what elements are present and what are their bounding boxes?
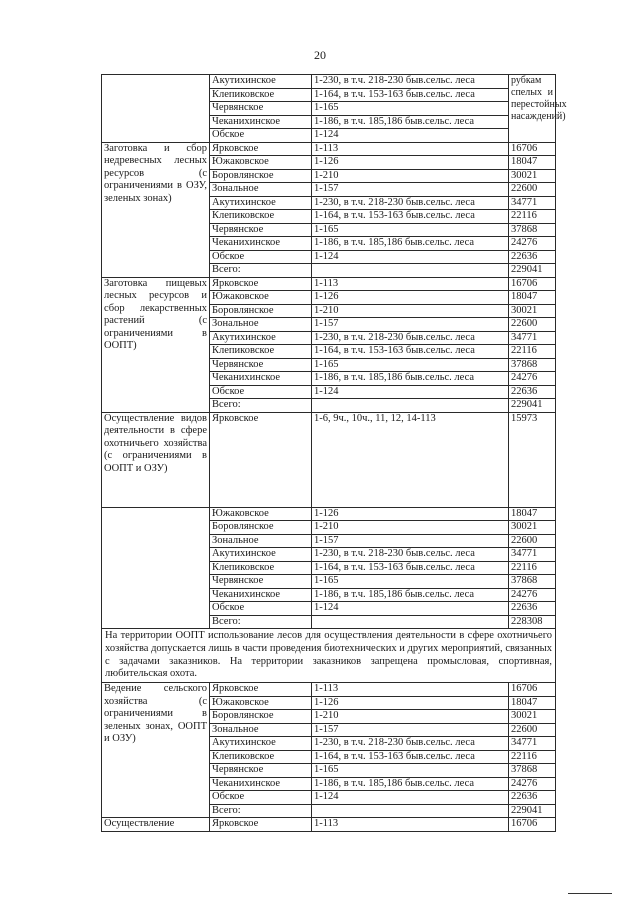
area-value: 22116 (509, 750, 556, 764)
quarter-range: 1-165 (312, 764, 509, 778)
page-number: 20 (314, 48, 326, 62)
forestry-name: Южаковское (210, 291, 312, 305)
quarter-range: 1-230, в т.ч. 218-230 быв.сельс. леса (312, 75, 509, 89)
table-row (102, 507, 556, 521)
forestry-name: Зональное (210, 534, 312, 548)
area-value: 16706 (509, 142, 556, 156)
forest-use-table (101, 74, 567, 832)
quarter-range: 1-157 (312, 318, 509, 332)
quarter-range: 1-113 (312, 142, 509, 156)
quarter-range: 1-164, в т.ч. 153-163 быв.сельс. леса (312, 750, 509, 764)
forestry-name: Червянское (210, 102, 312, 116)
area-value: 37868 (509, 575, 556, 589)
forestry-name: Южаковское (210, 507, 312, 521)
area-value: 34771 (509, 737, 556, 751)
area-value: 22600 (509, 534, 556, 548)
forestry-name: Ярковское (210, 277, 312, 291)
activity-name: Ведение сельского хозяйства (с ограничениями в зеленых зонах, ООПТ и ОЗУ) (102, 683, 210, 818)
quarter-range: 1-124 (312, 250, 509, 264)
activity-name: Осуществление (102, 818, 210, 832)
quarter-range: 1-157 (312, 723, 509, 737)
area-value: 22116 (509, 210, 556, 224)
forestry-name: Червянское (210, 223, 312, 237)
forestry-name: Боровлянское (210, 710, 312, 724)
forestry-name: Чеканихинское (210, 777, 312, 791)
area-value: 18047 (509, 156, 556, 170)
note-row (102, 629, 556, 683)
forestry-name: Обское (210, 791, 312, 805)
quarter-range: 1-230, в т.ч. 218-230 быв.сельс. леса (312, 737, 509, 751)
table-row (102, 412, 556, 507)
quarter-range: 1-230, в т.ч. 218-230 быв.сельс. леса (312, 196, 509, 210)
forestry-name: Червянское (210, 575, 312, 589)
forestry-name: Обское (210, 129, 312, 143)
area-value: 22600 (509, 183, 556, 197)
table-row (102, 142, 556, 156)
area-value: 34771 (509, 548, 556, 562)
continuation-note: рубкам спелых и перестойных насаждений) (509, 75, 556, 143)
area-value: 16706 (509, 683, 556, 697)
quarter-range: 1-6, 9ч., 10ч., 11, 12, 14-113 (312, 412, 509, 507)
area-value: 30021 (509, 710, 556, 724)
quarter-range: 1-164, в т.ч. 153-163 быв.сельс. леса (312, 345, 509, 359)
area-value: 24276 (509, 237, 556, 251)
total-value: 229041 (509, 399, 556, 413)
area-value: 18047 (509, 291, 556, 305)
quarter-range: 1-124 (312, 602, 509, 616)
activity-name: Заготовка и сбор недревесных лесных ресурсов (с ограничениями в ОЗУ, зеленых зонах) (102, 142, 210, 277)
table-row (102, 277, 556, 291)
quarter-range: 1-165 (312, 358, 509, 372)
quarter-range: 1-210 (312, 304, 509, 318)
quarter-range: 1-186, в т.ч. 185,186 быв.сельс. леса (312, 777, 509, 791)
quarter-range: 1-164, в т.ч. 153-163 быв.сельс. леса (312, 88, 509, 102)
area-value: 18047 (509, 507, 556, 521)
quarter-range: 1-124 (312, 129, 509, 143)
activity-cell (102, 507, 210, 629)
area-value: 22636 (509, 602, 556, 616)
quarter-range: 1-126 (312, 156, 509, 170)
forestry-name: Обское (210, 602, 312, 616)
area-value: 24276 (509, 588, 556, 602)
area-value: 37868 (509, 358, 556, 372)
area-value: 24276 (509, 777, 556, 791)
forestry-name: Зональное (210, 183, 312, 197)
total-value: 229041 (509, 264, 556, 278)
quarter-range: 1-113 (312, 683, 509, 697)
footer-divider (568, 893, 612, 894)
area-value: 16706 (509, 818, 556, 832)
forestry-name: Ярковское (210, 412, 312, 507)
quarter-range: 1-165 (312, 102, 509, 116)
forestry-name: Зональное (210, 318, 312, 332)
forestry-name: Южаковское (210, 696, 312, 710)
table-row (102, 683, 556, 697)
quarter-range: 1-186, в т.ч. 185,186 быв.сельс. леса (312, 237, 509, 251)
area-value: 24276 (509, 372, 556, 386)
quarter-range: 1-230, в т.ч. 218-230 быв.сельс. леса (312, 548, 509, 562)
area-value: 22600 (509, 723, 556, 737)
total-label: Всего: (210, 399, 312, 413)
forestry-name: Обское (210, 250, 312, 264)
area-value: 22636 (509, 250, 556, 264)
quarter-range (312, 804, 509, 818)
activity-name: Заготовка пищевых лесных ресурсов и сбор лекарственных растений (с ограничениями в ООПТ) (102, 277, 210, 412)
forestry-name: Акутихинское (210, 331, 312, 345)
total-value: 229041 (509, 804, 556, 818)
forestry-name: Акутихинское (210, 548, 312, 562)
area-value: 34771 (509, 331, 556, 345)
quarter-range (312, 264, 509, 278)
quarter-range: 1-157 (312, 534, 509, 548)
quarter-range: 1-126 (312, 507, 509, 521)
area-value: 37868 (509, 764, 556, 778)
area-value: 30021 (509, 169, 556, 183)
area-value: 37868 (509, 223, 556, 237)
forestry-name: Чеканихинское (210, 115, 312, 129)
area-value: 22116 (509, 561, 556, 575)
quarter-range: 1-165 (312, 575, 509, 589)
forestry-name: Зональное (210, 723, 312, 737)
quarter-range: 1-113 (312, 818, 509, 832)
quarter-range: 1-186, в т.ч. 185,186 быв.сельс. леса (312, 588, 509, 602)
forestry-name: Клепиковское (210, 88, 312, 102)
total-label: Всего: (210, 804, 312, 818)
forestry-name: Чеканихинское (210, 372, 312, 386)
quarter-range: 1-164, в т.ч. 153-163 быв.сельс. леса (312, 210, 509, 224)
total-label: Всего: (210, 264, 312, 278)
forestry-name: Боровлянское (210, 304, 312, 318)
table-row (102, 75, 556, 89)
area-value: 34771 (509, 196, 556, 210)
area-value: 30021 (509, 304, 556, 318)
forestry-name: Ярковское (210, 683, 312, 697)
forestry-name: Акутихинское (210, 737, 312, 751)
forestry-name: Чеканихинское (210, 588, 312, 602)
forestry-name: Клепиковское (210, 210, 312, 224)
quarter-range (312, 399, 509, 413)
area-value: 22600 (509, 318, 556, 332)
quarter-range: 1-230, в т.ч. 218-230 быв.сельс. леса (312, 331, 509, 345)
quarter-range: 1-124 (312, 791, 509, 805)
quarter-range: 1-164, в т.ч. 153-163 быв.сельс. леса (312, 561, 509, 575)
forestry-name: Боровлянское (210, 521, 312, 535)
activity-cell (102, 75, 210, 143)
quarter-range: 1-165 (312, 223, 509, 237)
table-row (102, 818, 556, 832)
area-value: 22636 (509, 385, 556, 399)
forestry-name: Обское (210, 385, 312, 399)
area-value: 15973 (509, 412, 556, 507)
quarter-range: 1-126 (312, 291, 509, 305)
quarter-range: 1-124 (312, 385, 509, 399)
area-value: 22636 (509, 791, 556, 805)
quarter-range: 1-186, в т.ч. 185,186 быв.сельс. леса (312, 115, 509, 129)
quarter-range: 1-210 (312, 521, 509, 535)
forestry-name: Червянское (210, 358, 312, 372)
forestry-name: Акутихинское (210, 75, 312, 89)
quarter-range: 1-157 (312, 183, 509, 197)
forestry-name: Ярковское (210, 818, 312, 832)
forestry-name: Клепиковское (210, 750, 312, 764)
forestry-name: Южаковское (210, 156, 312, 170)
forestry-name: Боровлянское (210, 169, 312, 183)
forestry-name: Клепиковское (210, 561, 312, 575)
forestry-name: Ярковское (210, 142, 312, 156)
area-value: 22116 (509, 345, 556, 359)
quarter-range: 1-186, в т.ч. 185,186 быв.сельс. леса (312, 372, 509, 386)
quarter-range: 1-210 (312, 710, 509, 724)
quarter-range (312, 615, 509, 629)
forestry-name: Чеканихинское (210, 237, 312, 251)
activity-name: Осуществление видов деятельности в сфере охотничьего хозяйства (с ограничениями в ООПТ и ОЗУ) (102, 412, 210, 507)
hunting-note: На территории ООПТ использование лесов для осуществления деятельности в сфере охотничьего хозяйства допускается лишь в части проведения биотехнических и других мероприятий, связанных с задачами заказников. На территории заказников запрещена промысловая, спортивная, любительская охота. (102, 629, 556, 683)
forestry-name: Червянское (210, 764, 312, 778)
area-value: 16706 (509, 277, 556, 291)
quarter-range: 1-126 (312, 696, 509, 710)
quarter-range: 1-113 (312, 277, 509, 291)
total-label: Всего: (210, 615, 312, 629)
total-value: 228308 (509, 615, 556, 629)
forestry-name: Акутихинское (210, 196, 312, 210)
area-value: 30021 (509, 521, 556, 535)
forestry-name: Клепиковское (210, 345, 312, 359)
area-value: 18047 (509, 696, 556, 710)
quarter-range: 1-210 (312, 169, 509, 183)
